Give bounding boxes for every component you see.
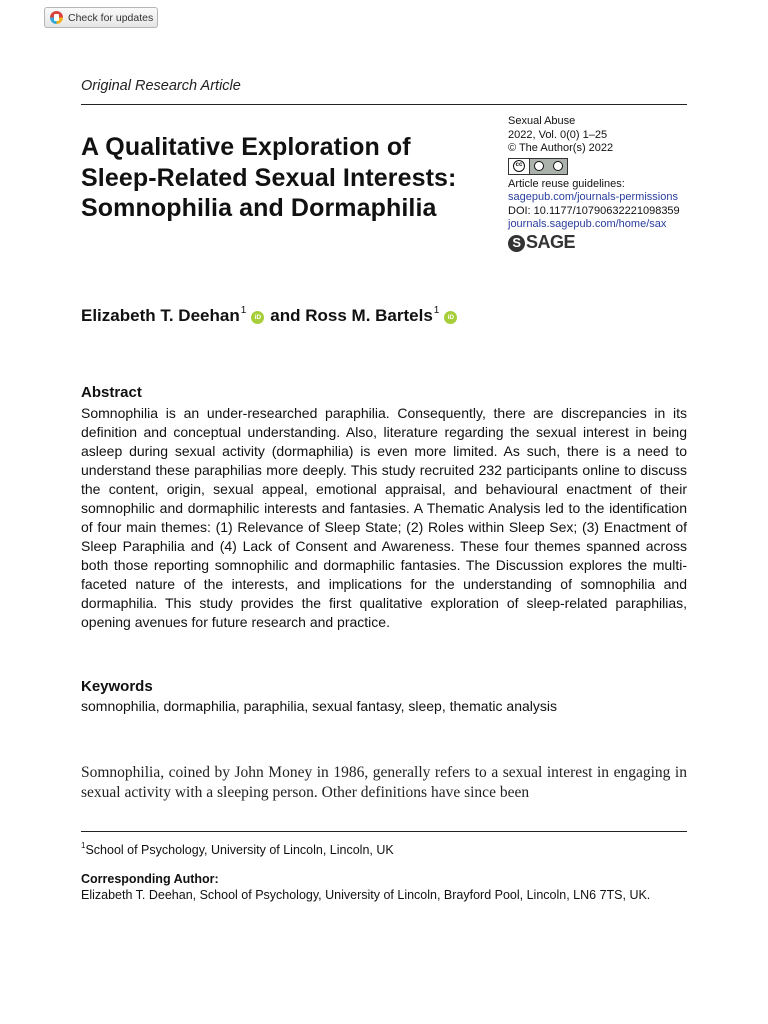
orcid-icon[interactable]: iD (444, 311, 457, 324)
sage-logo: S SAGE (508, 235, 698, 252)
article-title: A Qualitative Exploration of Sleep-Related Sexual Interests: Somnophilia and Dormaphilia (81, 133, 457, 222)
journal-link[interactable]: journals.sagepub.com/home/sax (508, 218, 667, 230)
author-name-1: Elizabeth T. Deehan (81, 306, 240, 325)
crossmark-icon (50, 11, 63, 24)
journal-name: Sexual Abuse (508, 115, 576, 127)
orcid-icon[interactable]: iD (251, 311, 264, 324)
nc-icon (553, 161, 563, 171)
corresponding-heading: Corresponding Author: (81, 872, 219, 886)
author-name-2: Ross M. Bartels (305, 306, 433, 325)
author-affil-1: 1 (240, 304, 247, 316)
check-for-updates-label: Check for updates (68, 11, 154, 24)
author-connector: and (270, 306, 301, 325)
journal-volume: 2022, Vol. 0(0) 1–25 (508, 128, 608, 141)
reuse-link[interactable]: sagepub.com/journals-permissions (508, 191, 678, 203)
check-for-updates-button[interactable] (44, 7, 158, 28)
footnote-divider (81, 831, 687, 832)
copyright: © The Author(s) 2022 (508, 142, 614, 154)
cc-license-badge[interactable] (508, 158, 568, 175)
doi: DOI: 10.1177/10790632221098359 (508, 204, 680, 217)
reuse-label: Article reuse guidelines: (508, 177, 625, 190)
header-divider (81, 104, 687, 105)
keywords-heading: Keywords (81, 678, 153, 695)
intro-paragraph: Somnophilia, coined by John Money in 1986, generally refers to a sexual interest in engaging in sexual activity with a sleeping person. Other definitions have since been (81, 764, 687, 801)
by-icon (534, 161, 544, 171)
article-type: Original Research Article (81, 78, 241, 94)
journal-meta (508, 115, 698, 252)
keywords-text: somnophilia, dormaphilia, paraphilia, sexual fantasy, sleep, thematic analysis (81, 698, 557, 714)
author-affil-2: 1 (433, 304, 440, 316)
abstract-text: Somnophilia is an under-researched paraphilia. Consequently, there are discrepancies in its definition and conceptual understanding. Also, literature regarding the sexual interest in being asleep during sexual activity (dormaphilia) is even more limited. As such, there is a need to understand these paraphilias more deeply. This study recruited 232 participants online to discuss the content, origin, sexual appeal, emotional appraisal, and behavioural enactment of their somnophilic and dormaphilic interests and fantasies. A Thematic Analysis led to the identification of four main themes: (1) Relevance of Sleep State; (2) Roles within Sleep Sex; (3) Enactment of Sleep Paraphilia and (4) Lack of Consent and Awareness. These four themes spanned across both those reporting somnophilic and dormaphilic fantasies. The Discussion explores the multifaceted nature of the interests, and implications for the understanding of somnophilia and dormaphilia. This study provides the first qualitative exploration of sleep-related paraphilias, opening avenues for future research and practice. (81, 405, 687, 630)
affiliation-note: $^1$School of Psychology, University of Lincoln, Lincoln, UK (81, 841, 394, 858)
corresponding-text: Elizabeth T. Deehan, School of Psychology, University of Lincoln, Brayford Pool, Lincoln, LN6 7TS, UK. (81, 888, 651, 902)
cc-icon: cc (509, 159, 530, 174)
author-line (81, 306, 463, 326)
sage-s-icon: S (508, 235, 525, 252)
abstract-heading: Abstract (81, 384, 142, 401)
